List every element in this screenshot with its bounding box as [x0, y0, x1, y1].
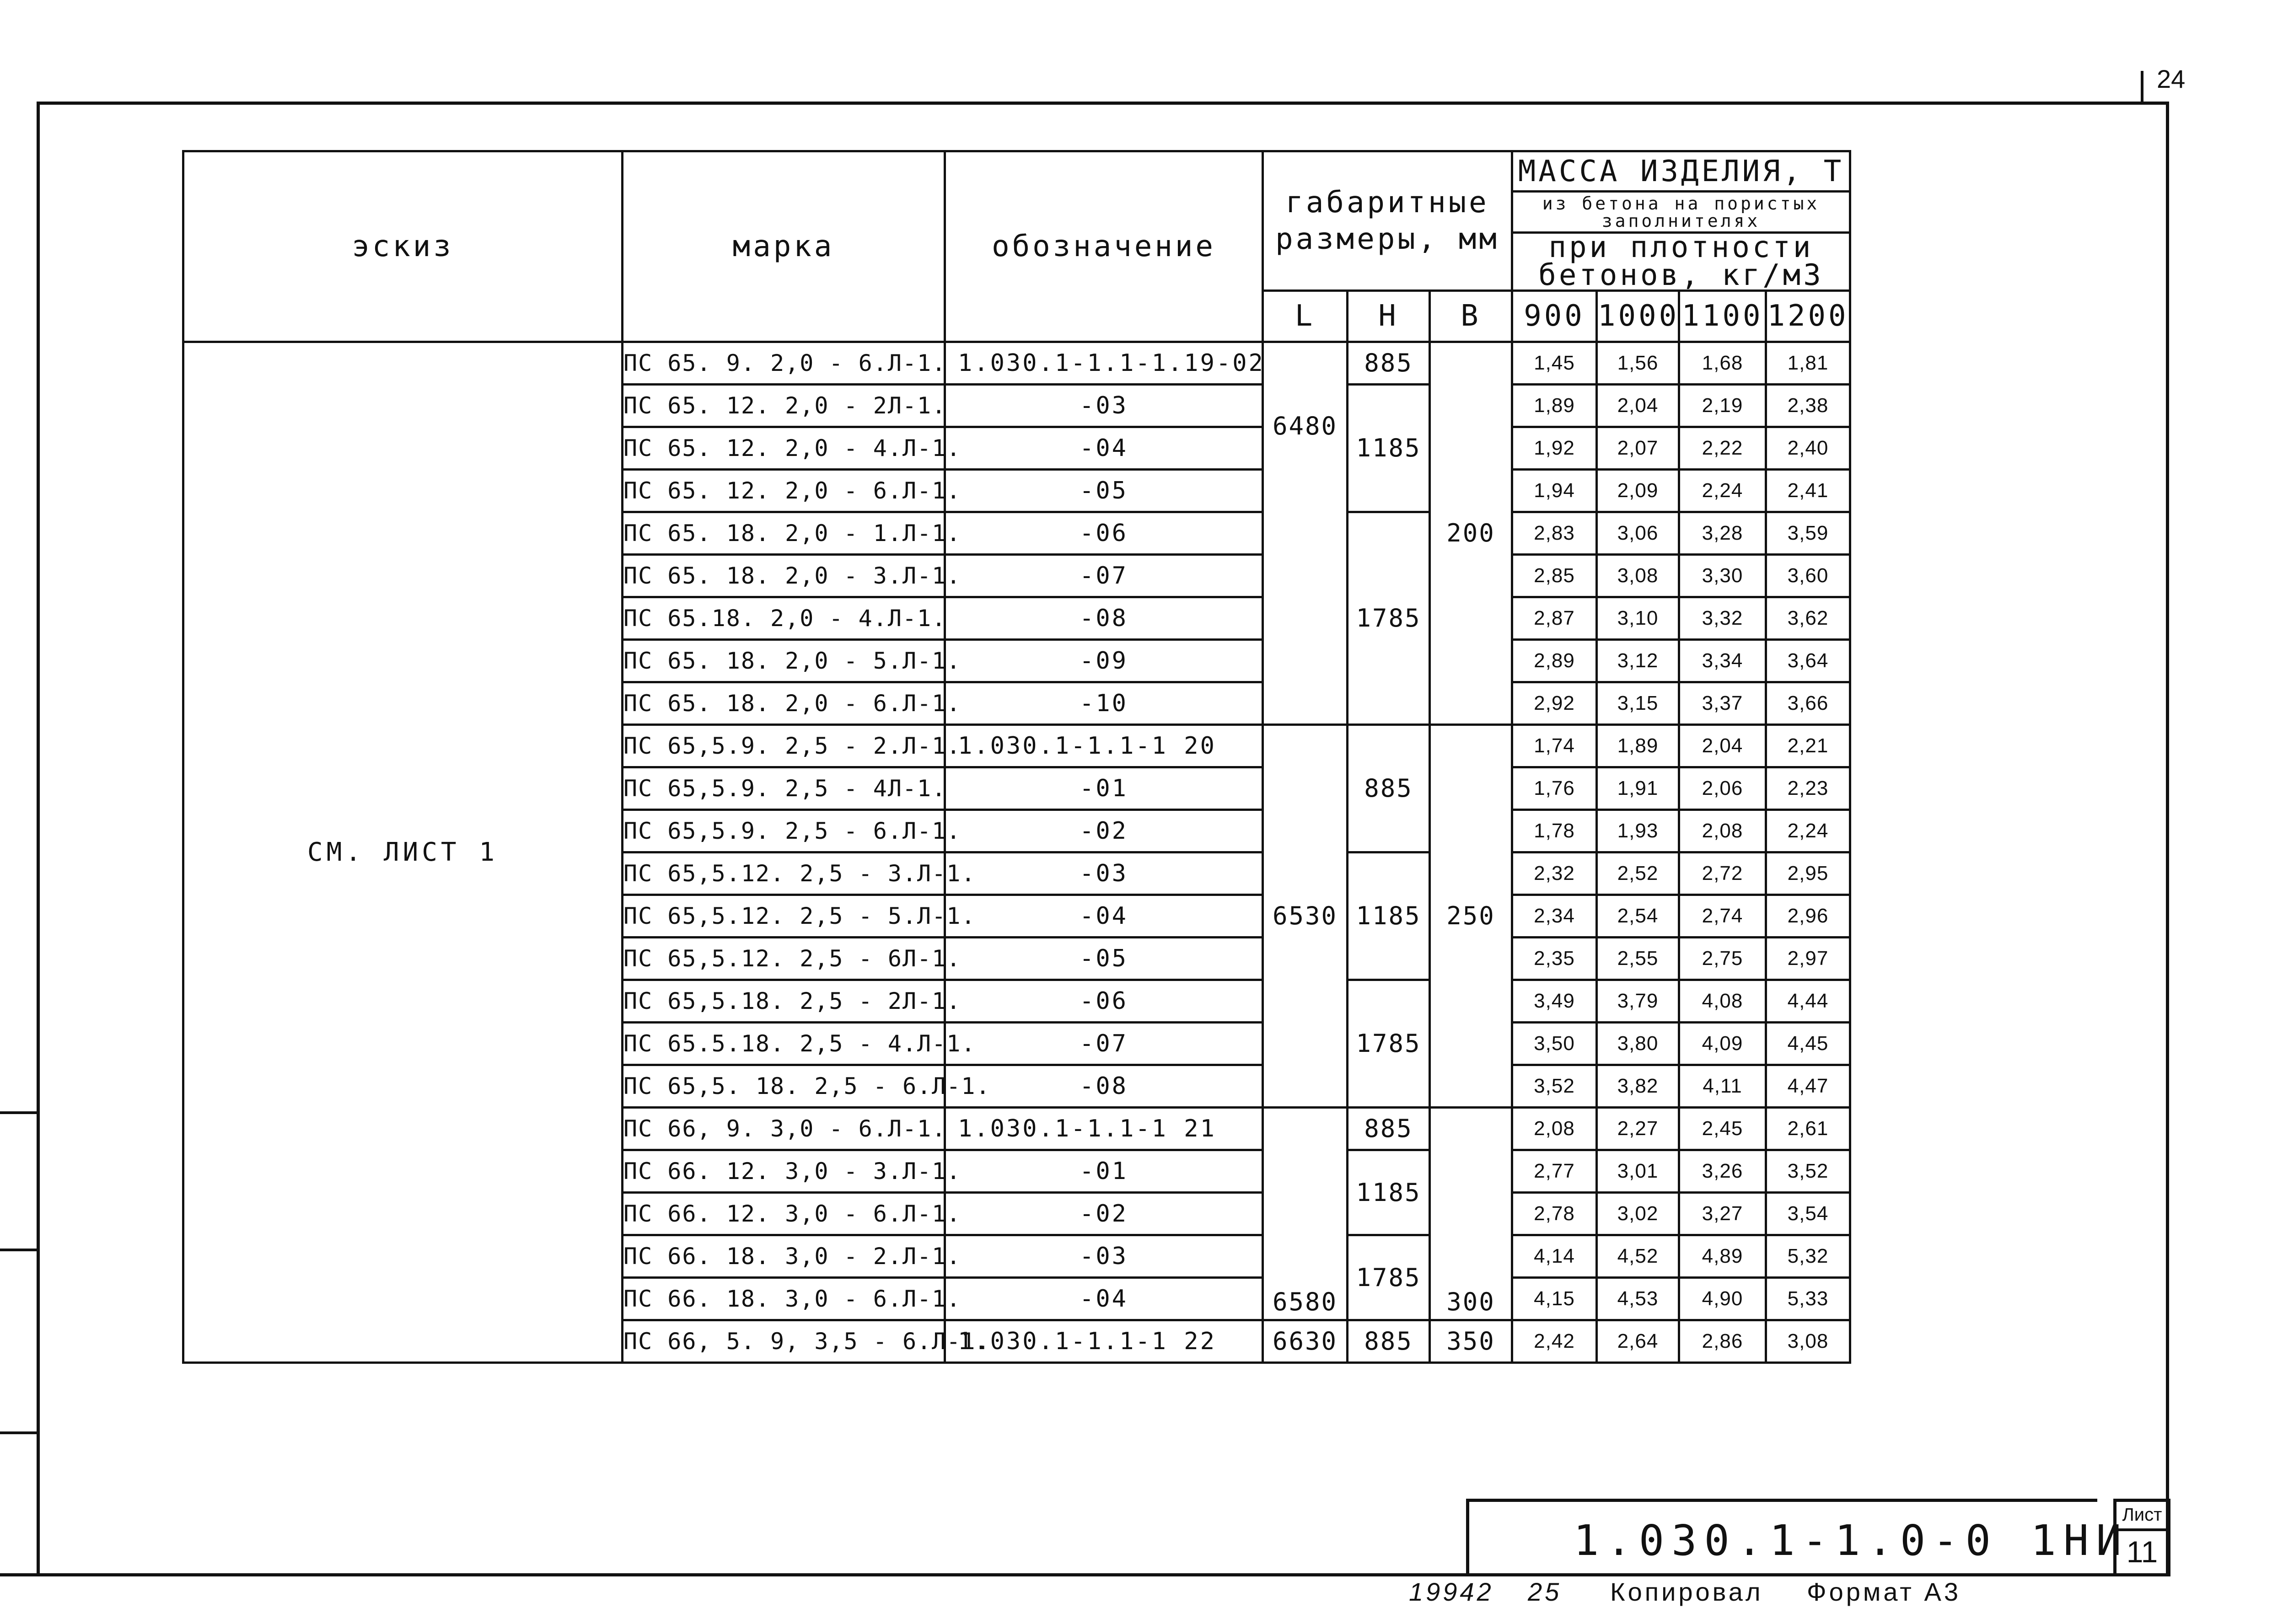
mark-cell: ПС 65,5.9. 2,5 - 6.Л-1. — [623, 809, 945, 852]
designation-cell: -04 — [945, 427, 1263, 469]
designation-cell: -01 — [945, 767, 1263, 809]
mass-1200-cell: 1,81 — [1766, 342, 1850, 384]
mass-1100-cell: 4,11 — [1679, 1065, 1766, 1107]
mass-1100-cell: 2,08 — [1679, 809, 1766, 852]
header-density-1000: 1000 — [1597, 290, 1679, 342]
document-code: 1.030.1-1.0-0 1НИ — [1574, 1516, 2129, 1565]
mass-1000-cell: 3,80 — [1597, 1022, 1679, 1065]
height-cell: 1185 — [1348, 852, 1430, 980]
mass-900-cell: 2,89 — [1512, 639, 1597, 682]
header-dim-H: Н — [1348, 290, 1430, 342]
mark-cell: ПС 66. 18. 3,0 - 6.Л-1. — [623, 1277, 945, 1320]
mass-1000-cell: 3,01 — [1597, 1150, 1679, 1192]
mass-900-cell: 1,78 — [1512, 809, 1597, 852]
designation-cell: -04 — [945, 1277, 1263, 1320]
mass-1200-cell: 2,96 — [1766, 895, 1850, 937]
mass-1100-cell: 3,32 — [1679, 597, 1766, 639]
height-cell: 885 — [1348, 1320, 1430, 1362]
mass-900-cell: 2,92 — [1512, 682, 1597, 724]
mass-1000-cell: 1,56 — [1597, 342, 1679, 384]
designation-cell: -04 — [945, 895, 1263, 937]
mass-1100-cell: 2,45 — [1679, 1107, 1766, 1150]
mass-900-cell: 2,77 — [1512, 1150, 1597, 1192]
designation-cell: 1.030.1-1.1-1.19-02 — [945, 342, 1263, 384]
mass-900-cell: 2,87 — [1512, 597, 1597, 639]
height-cell: 1785 — [1348, 1235, 1430, 1320]
mass-900-cell: 1,45 — [1512, 342, 1597, 384]
mass-1200-cell: 2,38 — [1766, 384, 1850, 427]
designation-cell: -08 — [945, 1065, 1263, 1107]
mass-1200-cell: 2,61 — [1766, 1107, 1850, 1150]
mass-1200-cell: 4,45 — [1766, 1022, 1850, 1065]
designation-cell: -05 — [945, 469, 1263, 512]
mass-1000-cell: 2,09 — [1597, 469, 1679, 512]
mass-1100-cell: 2,74 — [1679, 895, 1766, 937]
sketch-reference: СМ. ЛИСТ 1 — [183, 342, 623, 1362]
mass-1100-cell: 3,34 — [1679, 639, 1766, 682]
mass-1200-cell: 3,08 — [1766, 1320, 1850, 1362]
header-sketch: эскиз — [183, 151, 623, 342]
sheet-label: Лист — [2117, 1501, 2167, 1531]
mass-1000-cell: 2,52 — [1597, 852, 1679, 895]
mass-1000-cell: 1,93 — [1597, 809, 1679, 852]
mass-1200-cell: 4,47 — [1766, 1065, 1850, 1107]
mass-1000-cell: 3,79 — [1597, 980, 1679, 1022]
width-cell: 250 — [1430, 724, 1512, 1107]
header-dim-L: L — [1263, 290, 1348, 342]
mass-1100-cell: 2,75 — [1679, 937, 1766, 980]
width-cell: 350 — [1430, 1320, 1512, 1362]
page-corner-tick — [2141, 71, 2143, 103]
mass-900-cell: 1,94 — [1512, 469, 1597, 512]
mass-1200-cell: 3,64 — [1766, 639, 1850, 682]
height-cell: 885 — [1348, 1107, 1430, 1150]
margin-tick-2 — [0, 1249, 39, 1251]
mark-cell: ПС 65. 12. 2,0 - 2Л-1. — [623, 384, 945, 427]
mass-1100-cell: 1,68 — [1679, 342, 1766, 384]
mark-cell: ПС 65,5. 18. 2,5 - 6.Л-1. — [623, 1065, 945, 1107]
mass-1000-cell: 3,15 — [1597, 682, 1679, 724]
mass-1000-cell: 2,54 — [1597, 895, 1679, 937]
mass-900-cell: 2,78 — [1512, 1192, 1597, 1235]
mark-cell: ПС 65,5.12. 2,5 - 5.Л-1. — [623, 895, 945, 937]
mass-1100-cell: 2,24 — [1679, 469, 1766, 512]
header-density-1100: 1100 — [1679, 290, 1766, 342]
page-number: 24 — [2157, 64, 2186, 93]
mass-1000-cell: 3,12 — [1597, 639, 1679, 682]
margin-tick-3 — [0, 1431, 39, 1434]
mass-900-cell: 2,08 — [1512, 1107, 1597, 1150]
mark-cell: ПС 65. 12. 2,0 - 4.Л-1. — [623, 427, 945, 469]
height-cell: 1185 — [1348, 384, 1430, 512]
mass-1100-cell: 2,72 — [1679, 852, 1766, 895]
footer-copied: Копировал — [1610, 1577, 1763, 1606]
designation-cell: -10 — [945, 682, 1263, 724]
mass-900-cell: 2,32 — [1512, 852, 1597, 895]
header-density-900: 900 — [1512, 290, 1597, 342]
header-dimensions: габаритные размеры, мм — [1263, 151, 1512, 291]
mark-cell: ПС 65,5.18. 2,5 - 2Л-1. — [623, 980, 945, 1022]
mass-1200-cell: 2,23 — [1766, 767, 1850, 809]
mark-cell: ПС 65. 9. 2,0 - 6.Л-1. — [623, 342, 945, 384]
footer-number: 19942 — [1409, 1577, 1494, 1606]
designation-cell: -01 — [945, 1150, 1263, 1192]
designation-cell: -08 — [945, 597, 1263, 639]
sheet-number: 11 — [2126, 1535, 2158, 1569]
designation-cell: -03 — [945, 384, 1263, 427]
mass-1000-cell: 3,02 — [1597, 1192, 1679, 1235]
mass-1000-cell: 1,89 — [1597, 724, 1679, 767]
designation-cell: -07 — [945, 1022, 1263, 1065]
mass-900-cell: 1,92 — [1512, 427, 1597, 469]
mass-1100-cell: 4,90 — [1679, 1277, 1766, 1320]
mark-cell: ПС 66, 5. 9, 3,5 - 6.Л-1. — [623, 1320, 945, 1362]
mass-1100-cell: 3,28 — [1679, 512, 1766, 554]
mass-1100-cell: 3,30 — [1679, 554, 1766, 597]
mark-cell: ПС 65. 18. 2,0 - 5.Л-1. — [623, 639, 945, 682]
mark-cell: ПС 65. 12. 2,0 - 6.Л-1. — [623, 469, 945, 512]
mass-900-cell: 4,15 — [1512, 1277, 1597, 1320]
length-cell: 6580 — [1263, 1107, 1348, 1320]
designation-cell: -02 — [945, 809, 1263, 852]
mark-cell: ПС 65,5.12. 2,5 - 3.Л-1. — [623, 852, 945, 895]
height-cell: 885 — [1348, 342, 1430, 384]
mass-1000-cell: 4,53 — [1597, 1277, 1679, 1320]
mark-cell: ПС 65. 18. 2,0 - 3.Л-1. — [623, 554, 945, 597]
designation-cell: 1.030.1-1.1-1 20 — [945, 724, 1263, 767]
header-mass-title: МАССА ИЗДЕЛИЯ, Т — [1512, 151, 1850, 192]
mass-900-cell: 3,52 — [1512, 1065, 1597, 1107]
mass-1000-cell: 3,06 — [1597, 512, 1679, 554]
height-cell: 1785 — [1348, 980, 1430, 1107]
mass-1100-cell: 3,26 — [1679, 1150, 1766, 1192]
mass-1000-cell: 2,07 — [1597, 427, 1679, 469]
mark-cell: ПС 66. 12. 3,0 - 6.Л-1. — [623, 1192, 945, 1235]
mass-1100-cell: 2,86 — [1679, 1320, 1766, 1362]
mass-1200-cell: 3,62 — [1766, 597, 1850, 639]
header-mass-density: при плотности бетонов, кг/м3 — [1512, 233, 1850, 291]
mark-cell: ПС 65. 18. 2,0 - 1.Л-1. — [623, 512, 945, 554]
mass-1100-cell: 2,22 — [1679, 427, 1766, 469]
mass-1100-cell: 3,37 — [1679, 682, 1766, 724]
mass-1200-cell: 4,44 — [1766, 980, 1850, 1022]
length-cell: 6480 — [1263, 342, 1348, 724]
mass-1200-cell: 5,32 — [1766, 1235, 1850, 1277]
mass-1200-cell: 3,66 — [1766, 682, 1850, 724]
width-cell: 300 — [1430, 1107, 1512, 1320]
mark-cell: ПС 66. 18. 3,0 - 2.Л-1. — [623, 1235, 945, 1277]
header-mark: марка — [623, 151, 945, 342]
footer-format: Формат А3 — [1807, 1577, 1961, 1606]
mass-1200-cell: 2,24 — [1766, 809, 1850, 852]
header-designation: обозначение — [945, 151, 1263, 342]
designation-cell: -03 — [945, 1235, 1263, 1277]
height-cell: 885 — [1348, 724, 1430, 852]
mass-1000-cell: 2,27 — [1597, 1107, 1679, 1150]
mark-cell: ПС 66. 12. 3,0 - 3.Л-1. — [623, 1150, 945, 1192]
height-cell: 1185 — [1348, 1150, 1430, 1235]
mass-1200-cell: 5,33 — [1766, 1277, 1850, 1320]
product-spec-table — [182, 150, 1851, 1364]
mark-cell: ПС 65,5.9. 2,5 - 2.Л-1. — [623, 724, 945, 767]
length-cell: 6630 — [1263, 1320, 1348, 1362]
width-cell: 200 — [1430, 342, 1512, 724]
designation-cell: -03 — [945, 852, 1263, 895]
mass-1200-cell: 3,54 — [1766, 1192, 1850, 1235]
header-dim-B: В — [1430, 290, 1512, 342]
mass-1000-cell: 2,04 — [1597, 384, 1679, 427]
mass-1100-cell: 4,08 — [1679, 980, 1766, 1022]
designation-cell: 1.030.1-1.1-1 21 — [945, 1107, 1263, 1150]
mass-1200-cell: 2,40 — [1766, 427, 1850, 469]
mass-900-cell: 1,74 — [1512, 724, 1597, 767]
mark-cell: ПС 65. 18. 2,0 - 6.Л-1. — [623, 682, 945, 724]
designation-cell: -06 — [945, 512, 1263, 554]
mass-1100-cell: 2,19 — [1679, 384, 1766, 427]
mass-900-cell: 2,34 — [1512, 895, 1597, 937]
mass-1200-cell: 2,41 — [1766, 469, 1850, 512]
mass-900-cell: 1,89 — [1512, 384, 1597, 427]
mass-1200-cell: 3,59 — [1766, 512, 1850, 554]
mass-1200-cell: 3,60 — [1766, 554, 1850, 597]
header-density-1200: 1200 — [1766, 290, 1850, 342]
mark-cell: ПС 65.5.18. 2,5 - 4.Л-1. — [623, 1022, 945, 1065]
mass-1200-cell: 2,21 — [1766, 724, 1850, 767]
mass-900-cell: 2,42 — [1512, 1320, 1597, 1362]
designation-cell: -02 — [945, 1192, 1263, 1235]
designation-cell: -06 — [945, 980, 1263, 1022]
mass-900-cell: 4,14 — [1512, 1235, 1597, 1277]
margin-tick-1 — [0, 1111, 39, 1114]
mass-1000-cell: 3,10 — [1597, 597, 1679, 639]
mark-cell: ПС 65.18. 2,0 - 4.Л-1. — [623, 597, 945, 639]
mass-900-cell: 3,49 — [1512, 980, 1597, 1022]
mass-1000-cell: 3,82 — [1597, 1065, 1679, 1107]
mass-900-cell: 2,83 — [1512, 512, 1597, 554]
mass-900-cell: 3,50 — [1512, 1022, 1597, 1065]
mass-1000-cell: 4,52 — [1597, 1235, 1679, 1277]
designation-cell: -07 — [945, 554, 1263, 597]
mark-cell: ПС 66, 9. 3,0 - 6.Л-1. — [623, 1107, 945, 1150]
mass-1100-cell: 3,27 — [1679, 1192, 1766, 1235]
mass-1200-cell: 2,95 — [1766, 852, 1850, 895]
mass-1100-cell: 4,09 — [1679, 1022, 1766, 1065]
mass-900-cell: 2,35 — [1512, 937, 1597, 980]
mass-900-cell: 2,85 — [1512, 554, 1597, 597]
mass-1100-cell: 4,89 — [1679, 1235, 1766, 1277]
mark-cell: ПС 65,5.9. 2,5 - 4Л-1. — [623, 767, 945, 809]
height-cell: 1785 — [1348, 512, 1430, 724]
mass-1200-cell: 2,97 — [1766, 937, 1850, 980]
frame-left-line — [37, 102, 40, 1576]
table-row — [183, 342, 1850, 384]
mark-cell: ПС 65,5.12. 2,5 - 6Л-1. — [623, 937, 945, 980]
frame-top-line — [37, 102, 2168, 105]
mass-1000-cell: 1,91 — [1597, 767, 1679, 809]
footer-sub: 25 — [1528, 1577, 1562, 1606]
mass-1100-cell: 2,04 — [1679, 724, 1766, 767]
frame-right-line — [2166, 102, 2169, 1576]
mass-900-cell: 1,76 — [1512, 767, 1597, 809]
header-mass-material: из бетона на пористых заполнителях — [1512, 192, 1850, 233]
designation-cell: 1.030.1-1.1-1 22 — [945, 1320, 1263, 1362]
mass-1000-cell: 2,64 — [1597, 1320, 1679, 1362]
length-cell: 6530 — [1263, 724, 1348, 1107]
designation-cell: -05 — [945, 937, 1263, 980]
mass-1200-cell: 3,52 — [1766, 1150, 1850, 1192]
designation-cell: -09 — [945, 639, 1263, 682]
mass-1000-cell: 2,55 — [1597, 937, 1679, 980]
mass-1000-cell: 3,08 — [1597, 554, 1679, 597]
mass-1100-cell: 2,06 — [1679, 767, 1766, 809]
